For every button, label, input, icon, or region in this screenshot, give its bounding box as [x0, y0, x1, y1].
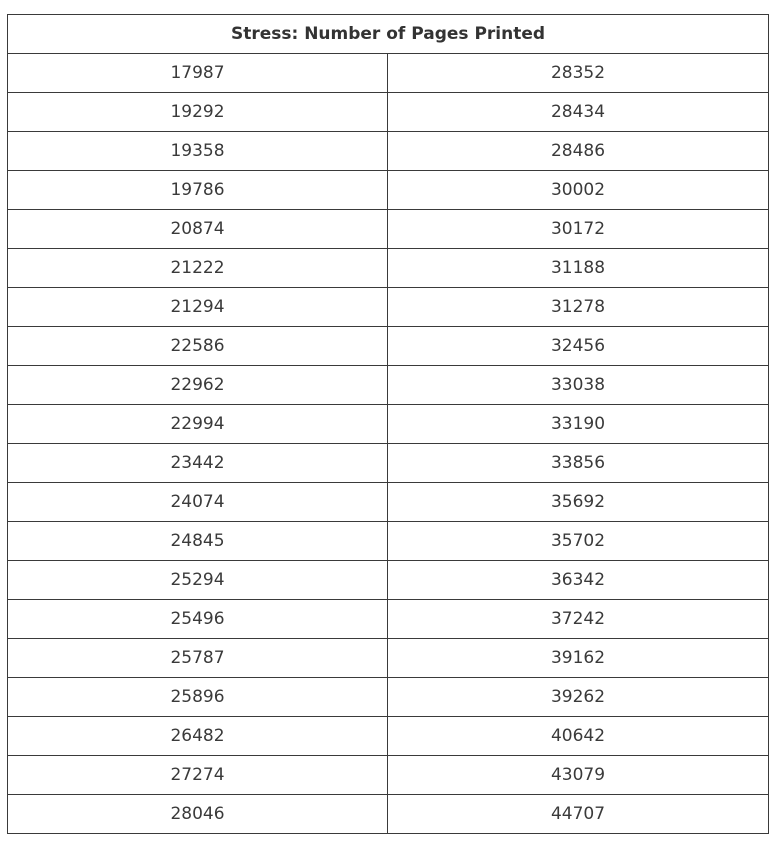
cell-right: 43079 — [388, 756, 769, 795]
table-row — [8, 639, 769, 678]
cell-right: 35702 — [388, 522, 769, 561]
data-table-container — [7, 14, 768, 834]
cell-left: 21294 — [8, 288, 388, 327]
cell-left: 22962 — [8, 366, 388, 405]
cell-left: 28046 — [8, 795, 388, 834]
table-row — [8, 288, 769, 327]
table-row — [8, 561, 769, 600]
cell-left: 24074 — [8, 483, 388, 522]
cell-left: 25896 — [8, 678, 388, 717]
table-row — [8, 405, 769, 444]
table-row — [8, 93, 769, 132]
table-body — [8, 54, 769, 834]
cell-right: 36342 — [388, 561, 769, 600]
cell-right: 33856 — [388, 444, 769, 483]
cell-left: 19292 — [8, 93, 388, 132]
cell-right: 44707 — [388, 795, 769, 834]
table-row — [8, 483, 769, 522]
table-row — [8, 756, 769, 795]
table-row — [8, 522, 769, 561]
cell-left: 24845 — [8, 522, 388, 561]
cell-right: 40642 — [388, 717, 769, 756]
cell-right: 30172 — [388, 210, 769, 249]
cell-left: 22994 — [8, 405, 388, 444]
table-row — [8, 366, 769, 405]
table-row — [8, 795, 769, 834]
cell-right: 30002 — [388, 171, 769, 210]
table-header-row — [8, 15, 769, 54]
cell-right: 31278 — [388, 288, 769, 327]
cell-left: 17987 — [8, 54, 388, 93]
cell-left: 21222 — [8, 249, 388, 288]
cell-left: 23442 — [8, 444, 388, 483]
table-row — [8, 678, 769, 717]
cell-right: 28434 — [388, 93, 769, 132]
table-row — [8, 600, 769, 639]
cell-right: 33038 — [388, 366, 769, 405]
table-row — [8, 444, 769, 483]
table-row — [8, 132, 769, 171]
cell-left: 19358 — [8, 132, 388, 171]
cell-left: 22586 — [8, 327, 388, 366]
cell-left: 20874 — [8, 210, 388, 249]
cell-left: 25787 — [8, 639, 388, 678]
cell-right: 31188 — [388, 249, 769, 288]
cell-right: 32456 — [388, 327, 769, 366]
table-row — [8, 249, 769, 288]
cell-right: 28352 — [388, 54, 769, 93]
cell-right: 37242 — [388, 600, 769, 639]
table-row — [8, 327, 769, 366]
cell-left: 26482 — [8, 717, 388, 756]
cell-right: 39162 — [388, 639, 769, 678]
cell-right: 33190 — [388, 405, 769, 444]
cell-left: 25294 — [8, 561, 388, 600]
table-row — [8, 171, 769, 210]
table-row — [8, 210, 769, 249]
cell-right: 39262 — [388, 678, 769, 717]
table-row — [8, 717, 769, 756]
cell-right: 35692 — [388, 483, 769, 522]
cell-right: 28486 — [388, 132, 769, 171]
table-title: Stress: Number of Pages Printed — [8, 15, 769, 54]
cell-left: 19786 — [8, 171, 388, 210]
cell-left: 27274 — [8, 756, 388, 795]
cell-left: 25496 — [8, 600, 388, 639]
table-row — [8, 54, 769, 93]
stress-pages-table — [7, 14, 769, 834]
